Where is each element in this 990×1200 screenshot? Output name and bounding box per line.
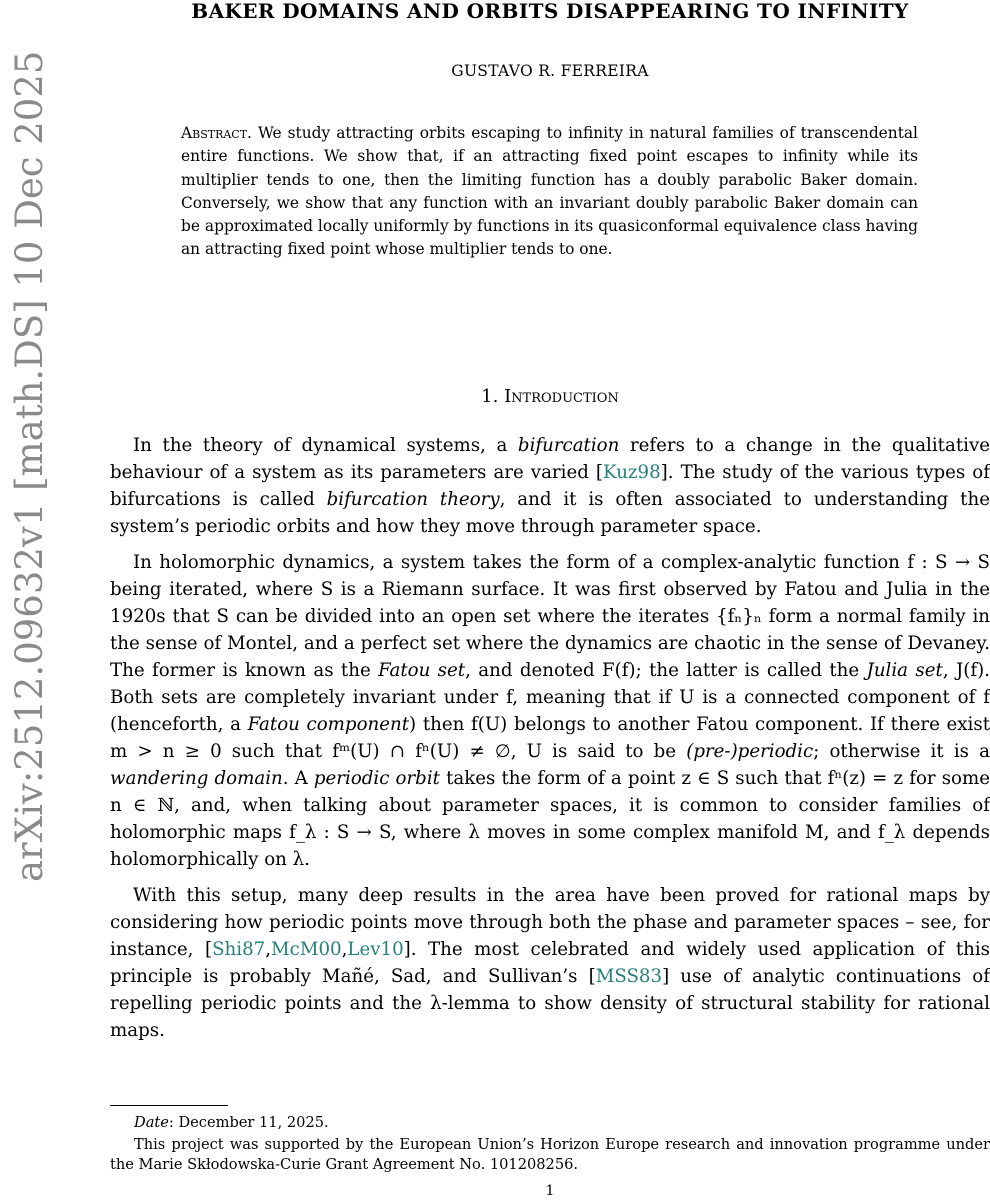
text: In holomorphic dynamics, a system takes the form of a complex-analytic function f : S → S being iterated, where S is a Riemann surface. It was first observed by Fatou and Julia in the 1920s that S can be divided into an open set where the iterates {fₙ}ₙ form a normal family in the sense of Montel, and a perfect set where the dynamics are chaotic in the sense of Devaney. The former is known as the <box>110 552 990 681</box>
term: (pre-)periodic <box>686 741 814 762</box>
term: bifurcation theory <box>326 489 500 510</box>
term: Julia set <box>866 660 943 681</box>
abstract-text: We study attracting orbits escaping to infinity in natural families of transcendental entire functions. We show that, if an attracting fixed point escapes to infinity while its multiplier tends to one, then the limiting function has a doubly parabolic Baker domain. Conversely, we show that any function with an invariant doubly parabolic Baker domain can be approximated locally uniformly by functions in its quasiconformal equivalence class having an attracting fixed point whose multiplier tends to one. <box>181 124 918 259</box>
paragraph: With this setup, many deep results in the area have been proved for rational maps by considering how periodic points move through both the phase and parameter spaces – see, for instance, [Shi87,McM00,Lev10]. The most celebrated and widely used application of this principle is probably Mañé, Sad, and Sullivan’s [MSS83] use of analytic continuations of repelling periodic points and the λ-lemma to show density of structural stability for rational maps. <box>110 885 990 1041</box>
arxiv-identifier: arXiv:2512.09632v1 [math.DS] 10 Dec 2025 <box>8 50 51 882</box>
date-value: : December 11, 2025. <box>168 1114 329 1131</box>
term: Fatou component <box>247 714 410 735</box>
footnote-rule <box>110 1105 228 1106</box>
text: In the theory of dynamical systems, a <box>133 435 518 456</box>
page-number: 1 <box>545 1183 555 1199</box>
text: takes the form of a point z ∈ S such that fⁿ(z) = z for some n ∈ ℕ, and, when talking about parameter spaces, it is common to consider families of holomorphic maps f_λ : S → S, where λ moves in some complex manifold M, and f_λ depends holomorphically on λ. <box>110 768 990 870</box>
paragraph <box>110 432 990 540</box>
abstract <box>181 122 918 262</box>
date-label: Date <box>134 1114 169 1131</box>
section-number: 1. <box>481 386 499 407</box>
author-name: GUSTAVO R. FERREIRA <box>451 62 649 80</box>
text: ] use of analytic continuations of repelling periodic points and the λ-lemma to show density of structural stability for rational maps. <box>110 966 990 1041</box>
section-title: Introduction <box>504 386 619 407</box>
text: , J(f). Both sets are completely invariant under f, meaning that if U is a connected component of f (henceforth, a <box>110 660 990 735</box>
text: refers to a change in the qualitative behaviour of a system as its parameters are varied [ <box>110 435 990 483</box>
text: With this setup, many deep results in the area have been proved for rational maps by considering how periodic points move through both the phase and parameter spaces – see, for instance, [ <box>110 885 990 960</box>
term: periodic orbit <box>313 768 440 789</box>
abstract-label: Abstract. <box>181 124 252 142</box>
text: . A <box>282 768 314 789</box>
term: wandering domain <box>110 768 283 789</box>
footnote-funding: This project was supported by the European Union’s Horizon Europe research and innovation programme under the Marie Skłodowska-Curie Grant Agreement No. 101208256. <box>110 1136 990 1173</box>
citation-link[interactable]: Lev10 <box>347 939 404 960</box>
term: bifurcation <box>517 435 620 456</box>
section-heading <box>0 386 990 407</box>
text: ]. The most celebrated and widely used application of this principle is probably Mañé, Sad, and Sullivan’s [ <box>110 939 990 987</box>
paragraph <box>110 549 990 873</box>
citation-link[interactable]: McM00 <box>271 939 342 960</box>
text: , and denoted F(f); the latter is called the <box>465 660 867 681</box>
citation-link[interactable]: Shi87 <box>212 939 266 960</box>
introduction-body <box>110 432 990 1053</box>
paper-title: BAKER DOMAINS AND ORBITS DISAPPEARING TO INFINITY <box>191 0 909 23</box>
footnote-date <box>110 1113 990 1133</box>
text: ; otherwise it is a <box>813 741 990 762</box>
citation-link[interactable]: MSS83 <box>595 966 663 987</box>
citation-link[interactable]: Kuz98 <box>603 462 661 483</box>
text: ]. The study of the various types of bifurcations is called <box>110 462 990 510</box>
text: ) then f(U) belongs to another Fatou component. If there exist m > n ≥ 0 such that fᵐ(U) ∩ fⁿ(U) ≠ ∅, U is said to be <box>110 714 990 762</box>
text: , and it is often associated to understanding the system’s periodic orbits and how they move through parameter space. <box>110 489 990 537</box>
term: Fatou set <box>378 660 466 681</box>
footnotes <box>110 1113 990 1177</box>
